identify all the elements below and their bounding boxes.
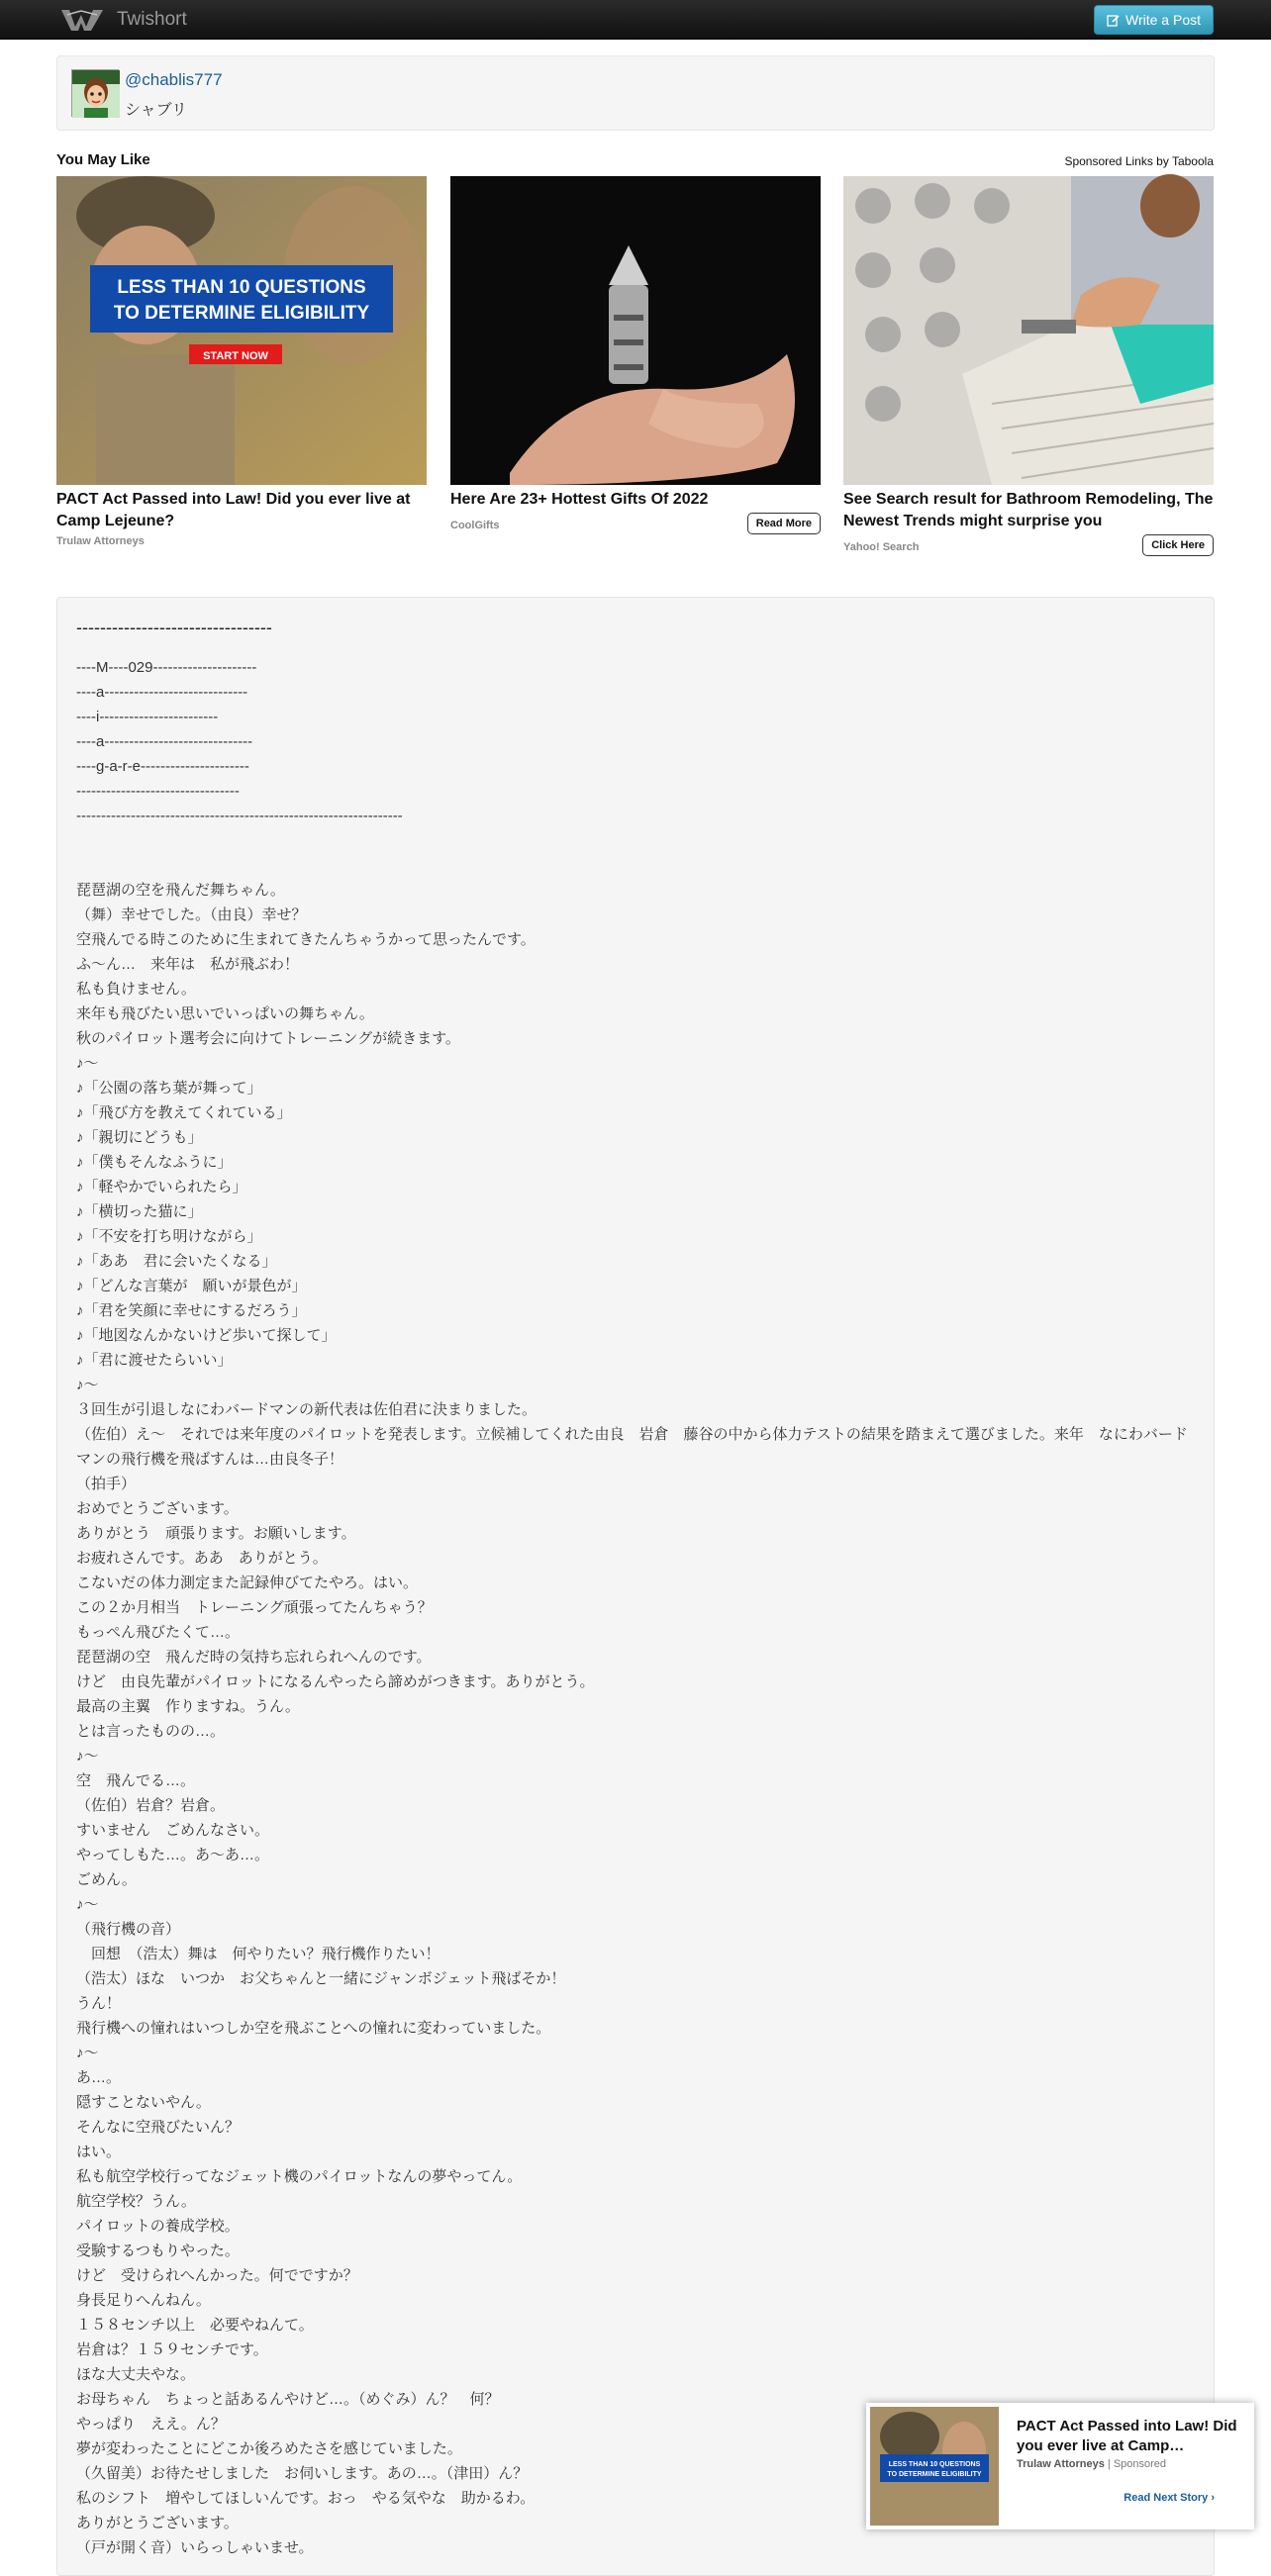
post-text-line: ありがとうございます。	[76, 2515, 239, 2531]
post-text-line: やってしもた…。あ～あ…。	[76, 1847, 270, 1863]
post-text-line: ありがとう 頑張ります。お願いします。	[76, 1525, 356, 1542]
recommendation-title[interactable]: PACT Act Passed into Law! Did you ever live at Camp Lejeune?	[56, 491, 411, 529]
post-text-line: （拍手）	[76, 1476, 137, 1492]
post-text-line: ----M----029---------------------	[76, 659, 257, 676]
recommendation-source: Yahoo! Search	[843, 540, 920, 553]
post-text-line: （舞）幸せでした。（由良）幸せ？	[76, 906, 307, 923]
post-text-line: あ…。	[76, 2069, 122, 2086]
post-text-line: １５８センチ以上 必要やねんて。	[76, 2317, 314, 2334]
post-text-line: ♪「軽やかでいられたら」	[76, 1179, 247, 1195]
post-text-line: （久留美）お待たせしました お伺いします。あの…。（津田）ん？	[76, 2465, 529, 2482]
post-text-line: 航空学校？うん。	[76, 2193, 196, 2210]
post-text-line: 回想 （浩太）舞は 何やりたい？飛行機作りたい！	[76, 1946, 440, 1962]
post-body	[56, 597, 1215, 2576]
post-text-line: ふ～ん… 来年は 私が飛ぶわ！	[76, 956, 300, 973]
popup-image-text-line2: TO DETERMINE ELIGIBILITY	[887, 2471, 982, 2478]
post-text-line: 夢が変わったことにどこか後ろめたさを感じていました。	[76, 2440, 462, 2457]
post-text-line: けど 受けられへんかった。何でですか？	[76, 2267, 358, 2284]
username-link[interactable]: @chablis777	[125, 70, 223, 89]
post-heading-line: ---------------------------------	[76, 618, 272, 637]
post-text-line: 私も負けません。	[76, 981, 196, 998]
twishort-logo-icon	[59, 7, 105, 33]
you-may-like-heading: You May Like	[56, 151, 150, 168]
popup-title[interactable]: PACT Act Passed into Law! Did you ever live at Camp…	[1017, 2418, 1237, 2454]
post-text-line: 来年も飛びたい思いでいっぱいの舞ちゃん。	[76, 1005, 374, 1022]
post-text-line: ♪「横切った猫に」	[76, 1203, 203, 1220]
post-text-line: ---------------------------------	[76, 783, 240, 800]
post-text-line	[76, 853, 1200, 878]
recommendation-title[interactable]: Here Are 23+ Hottest Gifts Of 2022	[450, 491, 709, 508]
sponsored-links-label[interactable]: Sponsored Links by Taboola	[1064, 154, 1214, 168]
post-text-line: 空 飛んでる…。	[76, 1772, 196, 1789]
popup-source: Trulaw Attorneys | Sponsored	[1017, 2458, 1167, 2470]
post-text-line: ----a-----------------------------	[76, 684, 248, 701]
post-text-line: 琵琶湖の空を飛んだ舞ちゃん。	[76, 882, 285, 899]
post-text-line: 飛行機への憧れはいつしか空を飛ぶことへの憧れに変わっていました。	[76, 2020, 551, 2037]
post-text-line: 最高の主翼 作りますね。うん。	[76, 1698, 300, 1715]
read-next-popup[interactable]	[866, 2403, 1254, 2529]
brand-name: Twishort	[117, 9, 187, 30]
post-text-line: 秋のパイロット選考会に向けてトレーニングが続きます。	[76, 1030, 460, 1047]
post-text-line: けど 由良先輩がパイロットになるんやったら諦めがつきます。ありがとう。	[76, 1673, 595, 1690]
post-text-line: ♪「ああ 君に会いたくなる」	[76, 1253, 277, 1270]
post-text-line: 岩倉は？１５９センチです。	[76, 2341, 268, 2358]
post-text-line: ♪～	[76, 1377, 99, 1393]
brand-link[interactable]	[59, 6, 187, 34]
recommendation-source: Trulaw Attorneys	[56, 535, 145, 547]
post-text-line: やっぱり ええ。ん？	[76, 2416, 226, 2433]
recommendation-card[interactable]	[450, 176, 821, 534]
post-text-line: ♪「君を笑顔に幸せにするだろう」	[76, 1302, 307, 1319]
post-text-line: ♪「不安を打ち明けながら」	[76, 1228, 262, 1245]
post-text-line: ♪「飛び方を教えてくれている」	[76, 1104, 292, 1121]
popup-source-name: Trulaw Attorneys	[1017, 2458, 1105, 2470]
post-text-line: ♪～	[76, 1896, 99, 1913]
edit-icon	[1107, 14, 1120, 27]
post-text-line: ♪「僕もそんなふうに」	[76, 1154, 233, 1171]
post-text-line: ♪「公園の落ち葉が舞って」	[76, 1080, 262, 1097]
post-text-line: はい。	[76, 2144, 122, 2160]
post-text-line: ♪「君に渡せたらいい」	[76, 1352, 233, 1369]
post-text-line: もっぺん飛びたくて…。	[76, 1624, 241, 1641]
post-text-line: （浩太）ほな いつか お父ちゃんと一緒にジャンボジェット飛ばそか！	[76, 1970, 566, 1987]
post-text-line: パイロットの養成学校。	[76, 2218, 240, 2235]
post-text-line: 身長足りへんねん。	[76, 2292, 211, 2309]
post-text-line: この２か月相当 トレーニング頑張ってたんちゃう？	[76, 1599, 433, 1616]
post-text-line: （飛行機の音）	[76, 1921, 181, 1938]
post-text-line: こないだの体力測定また記録伸びてたやろ。はい。	[76, 1574, 419, 1591]
post-text-line: 受験するつもりやった。	[76, 2242, 240, 2259]
recommendation-image-soldier[interactable]	[56, 176, 427, 485]
post-text-line: ----i------------------------	[76, 709, 219, 725]
post-text-line: 琵琶湖の空 飛んだ時の気持ち忘れられへんのです。	[76, 1649, 432, 1666]
recommendation-image-gift[interactable]	[450, 176, 821, 485]
popup-ad-image[interactable]	[870, 2407, 999, 2526]
read-next-story-link[interactable]: Read Next Story ›	[1124, 2492, 1215, 2504]
post-text-line: （佐伯）え～ それでは来年度のパイロットを発表します。立候補してくれた由良 岩倉 藤谷の中から体力テストの結果を踏まえて選びました。来年 なにわバードマンの飛行機を飛ばすんは…由良冬子！	[76, 1426, 1188, 1468]
post-text-line: 私のシフト 増やしてほしいんです。おっ やる気やな 助かるわ。	[76, 2490, 536, 2507]
read-more-button[interactable]: Read More	[747, 513, 821, 534]
recommendation-source: CoolGifts	[450, 519, 500, 531]
post-text-line: ３回生が引退しなにわバードマンの新代表は佐伯君に決まりました。	[76, 1401, 538, 1418]
post-text-line: ♪「どんな言葉が 願いが景色が」	[76, 1278, 307, 1294]
avatar-image	[72, 70, 120, 118]
top-navbar	[0, 0, 1271, 40]
popup-image-text-line1: LESS THAN 10 QUESTIONS	[888, 2461, 981, 2468]
ad-image-start-now: START NOW	[203, 350, 268, 362]
post-text-line: ♪「親切にどうも」	[76, 1129, 203, 1146]
avatar[interactable]	[71, 69, 119, 117]
click-here-button[interactable]: Click Here	[1142, 534, 1214, 556]
ad-image-text-line2: TO DETERMINE ELIGIBILITY	[113, 303, 370, 324]
popup-sponsored-label: Sponsored	[1113, 2458, 1167, 2470]
post-text-line: おめでとうございます。	[76, 1500, 239, 1517]
post-text-line: ほな大丈夫やな。	[76, 2366, 196, 2383]
post-text-line: （戸が開く音）いらっしゃいませ。	[76, 2539, 314, 2556]
post-header	[56, 55, 1215, 131]
post-text-line: すいません ごめんなさい。	[76, 1822, 270, 1839]
post-text-line: お母ちゃん ちょっと話あるんやけど…。（めぐみ）ん？ 何？	[76, 2391, 500, 2408]
post-text-line: ♪～	[76, 1055, 99, 1072]
post-text-line: そんなに空飛びたいん？	[76, 2119, 241, 2136]
post-text-line: ----a------------------------------	[76, 733, 253, 750]
recommendation-title[interactable]: See Search result for Bathroom Remodeling, The Newest Trends might surprise you	[843, 491, 1214, 529]
write-post-label: Write a Post	[1125, 12, 1201, 28]
post-text-line: お疲れさんです。ああ ありがとう。	[76, 1550, 328, 1567]
ad-image-text-line1: LESS THAN 10 QUESTIONS	[117, 277, 366, 298]
post-title: シャブリ	[125, 102, 188, 119]
post-text-line: ごめん。	[76, 1871, 137, 1888]
post-text-line: ----g-a-r-e----------------------	[76, 758, 249, 775]
post-text-line: ♪～	[76, 1748, 99, 1765]
post-text-line: うん！	[76, 1995, 122, 2012]
post-text-line: とは言ったものの…。	[76, 1723, 226, 1740]
post-text-line: 隠すことないやん。	[76, 2094, 211, 2111]
post-text-line: ♪～	[76, 2045, 99, 2061]
write-post-button[interactable]	[1094, 5, 1214, 35]
post-text-line: 私も航空学校行ってなジェット機のパイロットなんの夢やってん。	[76, 2168, 523, 2185]
post-text-line: ♪「地図なんかないけど歩いて探して」	[76, 1327, 337, 1344]
recommendation-image-tiles[interactable]	[843, 176, 1214, 485]
recommendation-card[interactable]	[56, 176, 427, 547]
post-text-line	[76, 828, 1200, 853]
recommendation-card[interactable]	[843, 176, 1214, 556]
post-text-line: 空飛んでる時このために生まれてきたんちゃうかって思ったんです。	[76, 931, 536, 948]
post-text	[76, 655, 1200, 2560]
post-text-line: ------------------------------------------------------------------	[76, 808, 403, 824]
post-text-line: （佐伯）岩倉？岩倉。	[76, 1797, 226, 1814]
